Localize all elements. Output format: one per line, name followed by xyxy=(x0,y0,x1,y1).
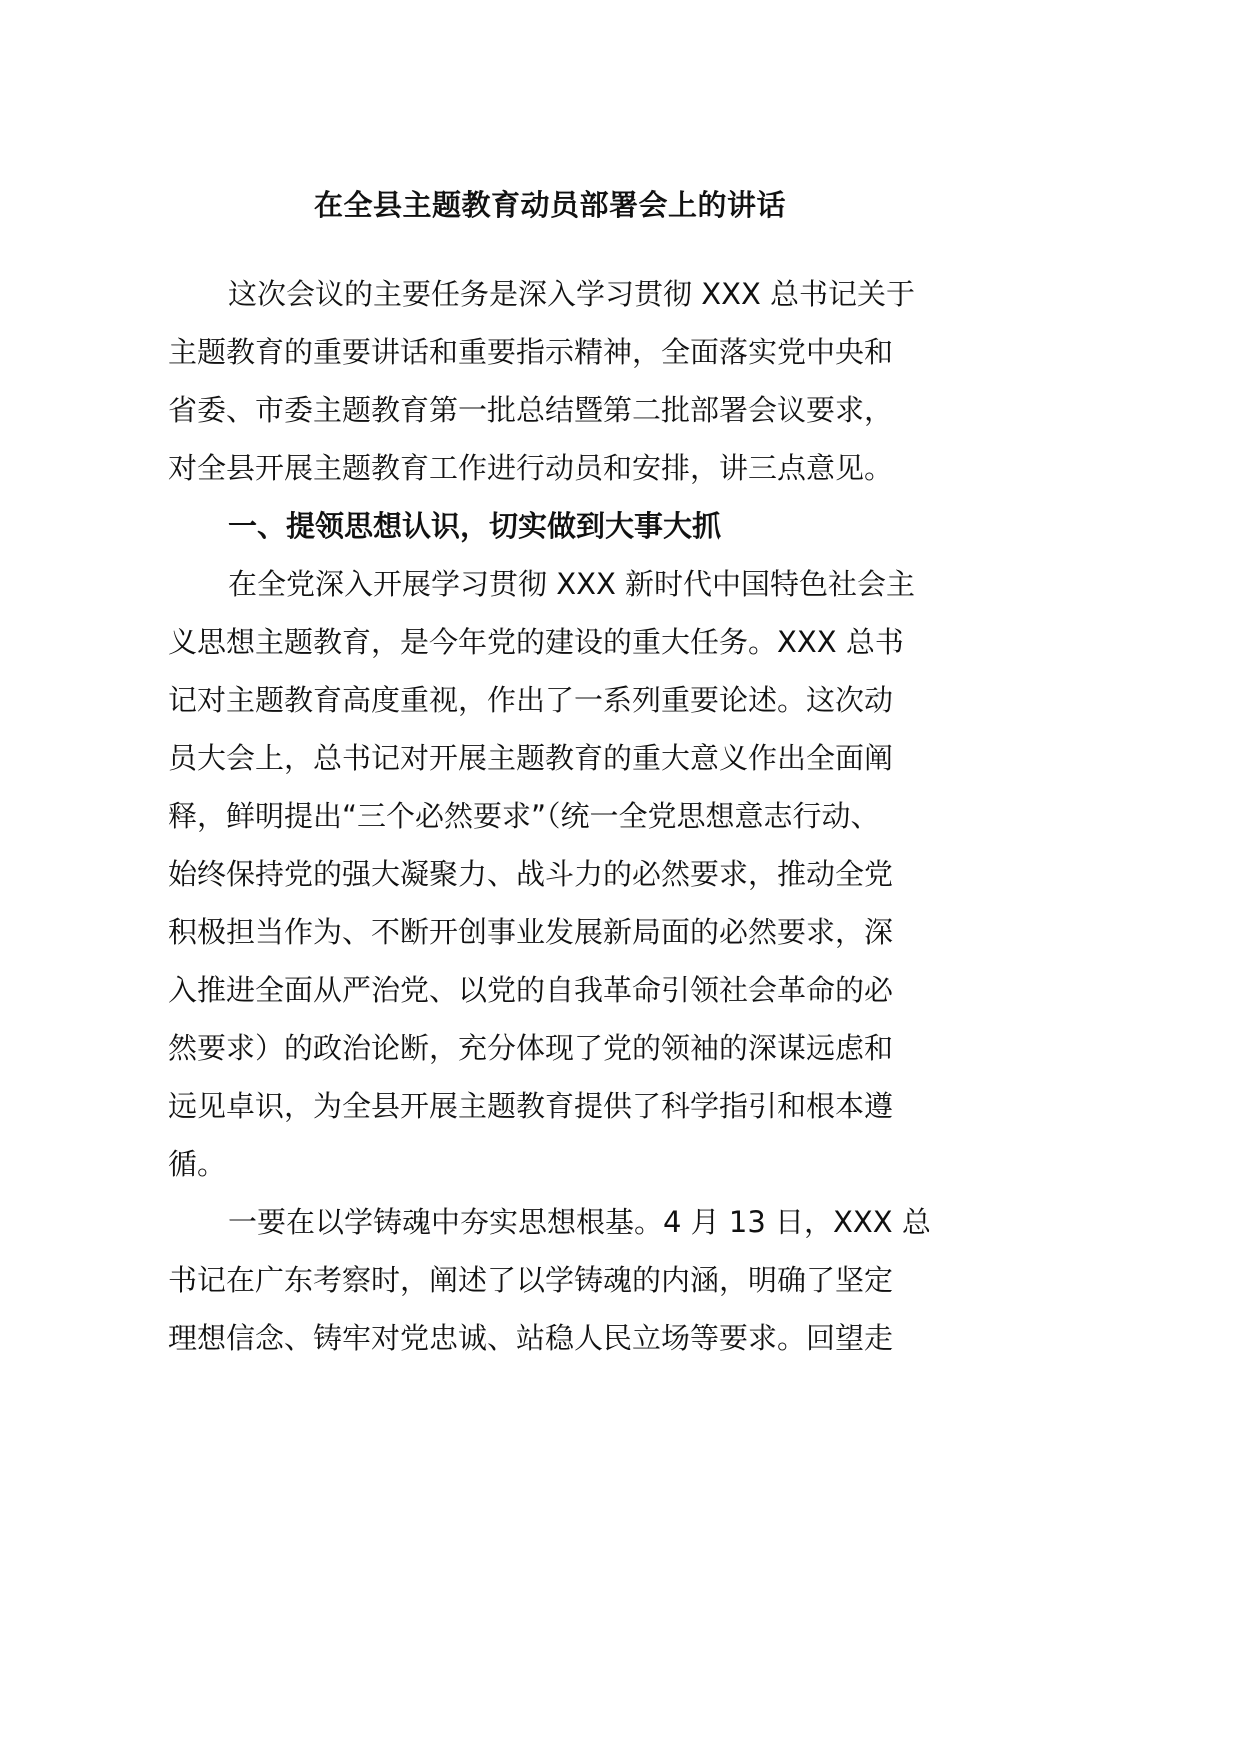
text-line: 一要在以学铸魂中夯实思想根基。4 月 13 日，XXX 总 xyxy=(228,1205,931,1239)
text-line: 记对主题教育高度重视，作出了一系列重要论述。这次动 xyxy=(168,683,894,717)
document-title: 在全县主题教育动员部署会上的讲话 xyxy=(313,188,786,222)
text-line: 然要求）的政治论断，充分体现了党的领袖的深谋远虑和 xyxy=(168,1031,894,1065)
section-heading xyxy=(168,497,938,555)
text-line: 在全党深入开展学习贯彻 XXX 新时代中国特色社会主 xyxy=(228,567,916,601)
text-line: 理想信念、铸牢对党忠诚、站稳人民立场等要求。回望走 xyxy=(168,1321,894,1355)
text-line: 这次会议的主要任务是深入学习贯彻 XXX 总书记关于 xyxy=(228,277,916,311)
document-body xyxy=(168,265,938,1367)
heading-line: 一、提领思想认识，切实做到大事大抓 xyxy=(228,509,722,543)
text-line: 远见卓识，为全县开展主题教育提供了科学指引和根本遵 xyxy=(168,1089,894,1123)
text-line: 员大会上，总书记对开展主题教育的重大意义作出全面阐 xyxy=(168,741,894,775)
text-line: 积极担当作为、不断开创事业发展新局面的必然要求，深 xyxy=(168,915,894,949)
text-line: 循。 xyxy=(168,1147,227,1181)
text-line: 入推进全面从严治党、以党的自我革命引领社会革命的必 xyxy=(168,973,894,1007)
text-line: 释，鲜明提出“三个必然要求”（统一全党思想意志行动、 xyxy=(168,799,880,833)
text-line: 主题教育的重要讲话和重要指示精神，全面落实党中央和 xyxy=(168,335,894,369)
text-line: 省委、市委主题教育第一批总结暨第二批部署会议要求， xyxy=(168,393,894,427)
text-line: 书记在广东考察时，阐述了以学铸魂的内涵，明确了坚定 xyxy=(168,1263,894,1297)
body-paragraph xyxy=(168,555,938,1193)
intro-paragraph xyxy=(168,265,938,497)
text-line: 义思想主题教育，是今年党的建设的重大任务。XXX 总书 xyxy=(168,625,904,659)
body-paragraph xyxy=(168,1193,938,1367)
text-line: 对全县开展主题教育工作进行动员和安排，讲三点意见。 xyxy=(168,451,894,485)
text-line: 始终保持党的强大凝聚力、战斗力的必然要求，推动全党 xyxy=(168,857,894,891)
